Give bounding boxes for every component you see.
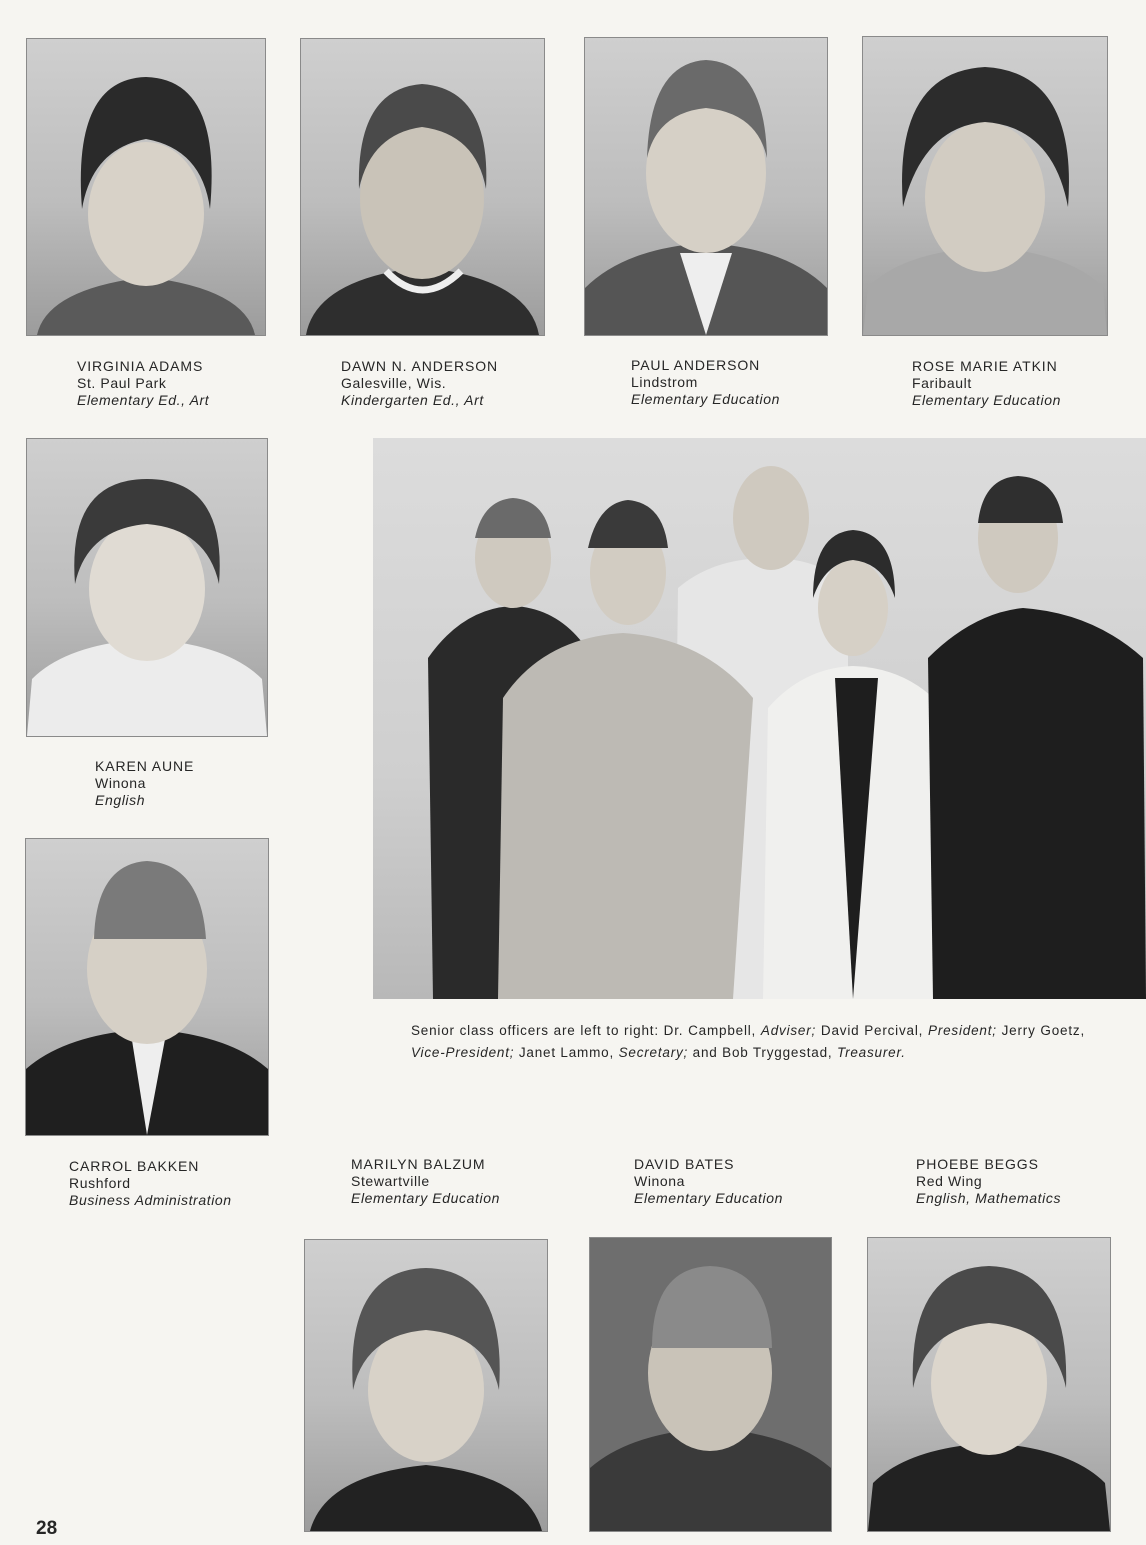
caption-marilyn-balzum	[351, 1156, 500, 1207]
senior-major: Elementary Education	[634, 1190, 783, 1206]
senior-major: English	[95, 792, 146, 808]
caption-person-secretary: Janet Lammo,	[518, 1045, 615, 1060]
caption-david-bates	[634, 1156, 783, 1207]
group-photo-caption	[411, 1020, 1085, 1064]
caption-karen-aune	[95, 758, 194, 809]
caption-person-vice-president: Jerry Goetz,	[1001, 1023, 1085, 1038]
senior-major: Elementary Education	[351, 1190, 500, 1206]
senior-hometown: Red Wing	[916, 1173, 983, 1189]
portrait-phoebe-beggs	[867, 1237, 1111, 1532]
caption-rose-marie-atkin	[912, 358, 1061, 409]
senior-hometown: Lindstrom	[631, 374, 698, 390]
senior-name: PAUL ANDERSON	[631, 357, 761, 373]
senior-name: MARILYN BALZUM	[351, 1156, 486, 1172]
caption-person-treasurer: and Bob Tryggestad,	[692, 1045, 833, 1060]
group-photo-senior-class-officers	[373, 438, 1146, 999]
senior-hometown: Stewartville	[351, 1173, 430, 1189]
caption-role-president: President;	[928, 1023, 997, 1038]
senior-major: Elementary Education	[912, 392, 1061, 408]
senior-major: Business Administration	[69, 1192, 232, 1208]
senior-name: CARROL BAKKEN	[69, 1158, 200, 1174]
senior-hometown: St. Paul Park	[77, 375, 167, 391]
senior-hometown: Winona	[95, 775, 147, 791]
page-number: 28	[36, 1518, 58, 1539]
senior-hometown: Galesville, Wis.	[341, 375, 447, 391]
senior-name: VIRGINIA ADAMS	[77, 358, 204, 374]
senior-name: KAREN AUNE	[95, 758, 195, 774]
senior-hometown: Rushford	[69, 1175, 131, 1191]
senior-hometown: Faribault	[912, 375, 972, 391]
portrait-carrol-bakken	[25, 838, 269, 1136]
senior-major: Elementary Ed., Art	[77, 392, 210, 408]
caption-intro: Senior class officers are left to right: Dr. Campbell,	[411, 1023, 757, 1038]
portrait-karen-aune	[26, 438, 268, 737]
caption-dawn-anderson	[341, 358, 498, 409]
caption-virginia-adams	[77, 358, 209, 409]
caption-role-vice-president: Vice-President;	[411, 1045, 515, 1060]
caption-role-secretary: Secretary;	[618, 1045, 689, 1060]
senior-name: ROSE MARIE ATKIN	[912, 358, 1058, 374]
portrait-dawn-anderson	[300, 38, 545, 336]
senior-major: English, Mathematics	[916, 1190, 1062, 1206]
senior-hometown: Winona	[634, 1173, 686, 1189]
caption-paul-anderson	[631, 357, 780, 408]
caption-person-president: David Percival,	[820, 1023, 924, 1038]
senior-name: DAVID BATES	[634, 1156, 735, 1172]
caption-role-treasurer: Treasurer.	[837, 1045, 906, 1060]
caption-role-adviser: Adviser;	[760, 1023, 817, 1038]
portrait-paul-anderson	[584, 37, 828, 336]
senior-major: Elementary Education	[631, 391, 780, 407]
portrait-virginia-adams	[26, 38, 266, 336]
portrait-rose-marie-atkin	[862, 36, 1108, 336]
caption-phoebe-beggs	[916, 1156, 1061, 1207]
portrait-david-bates	[589, 1237, 832, 1532]
caption-carrol-bakken	[69, 1158, 232, 1209]
senior-major: Kindergarten Ed., Art	[341, 392, 484, 408]
portrait-marilyn-balzum	[304, 1239, 548, 1532]
senior-name: DAWN N. ANDERSON	[341, 358, 499, 374]
senior-name: PHOEBE BEGGS	[916, 1156, 1039, 1172]
